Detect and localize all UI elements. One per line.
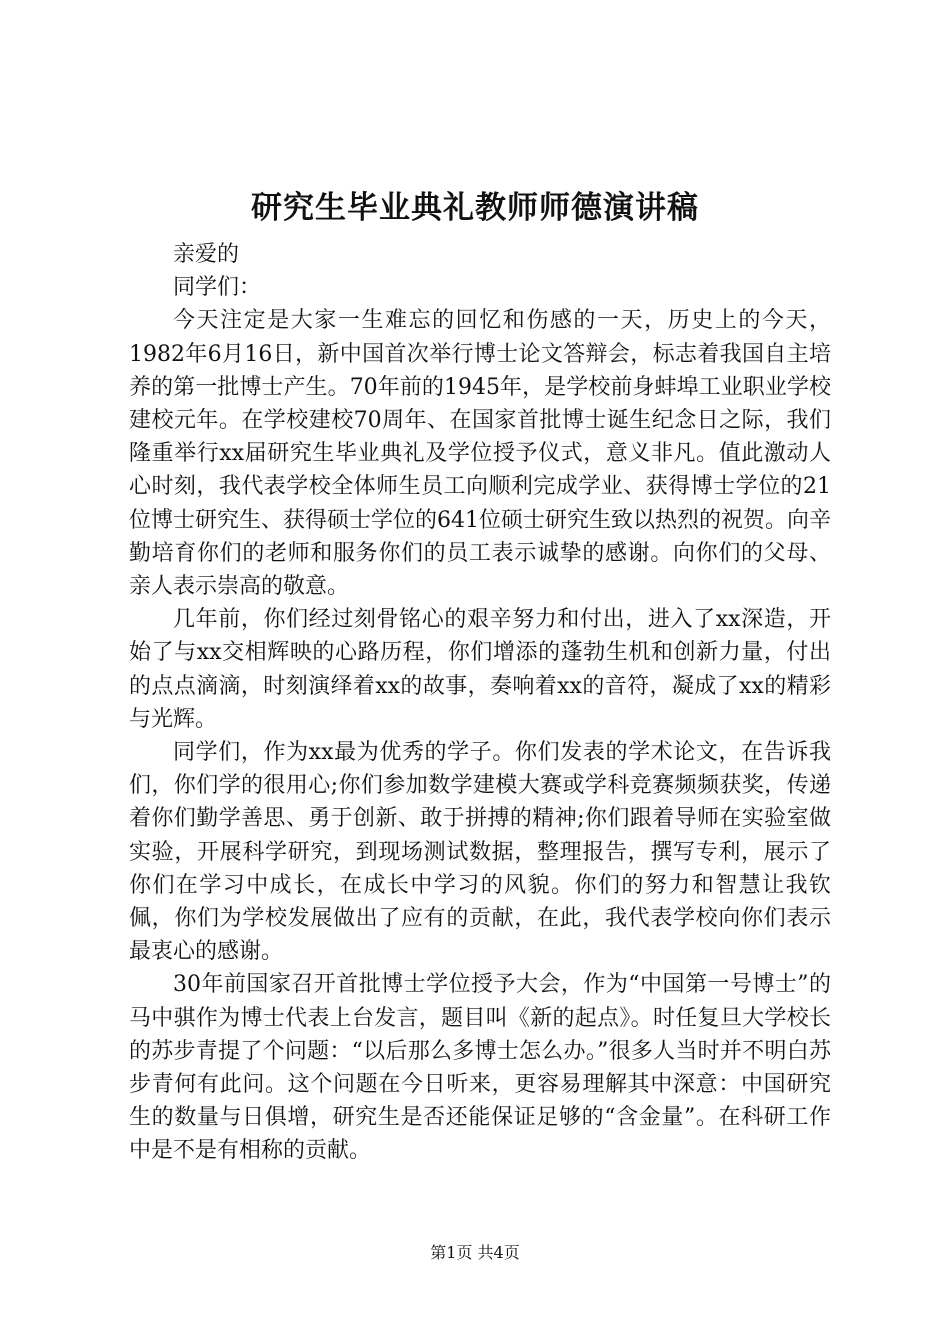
document-body [129,238,831,1168]
salutation-line: 同学们： [173,275,262,301]
body-paragraph: 几年前，你们经过刻骨铭心的艰辛努力和付出，进入了xx深造，开始了与xx交相辉映的心路历程，你们增添的蓬勃生机和创新力量，付出的点点滴滴，时刻演绎着xx的故事，奏响着xx的音符，凝成了xx的精彩与光辉。 [129,607,831,732]
page-footer: 第1页 共4页 [430,1243,520,1262]
body-paragraph: 30年前国家召开首批博士学位授予大会，作为“中国第一号博士”的马中骐作为博士代表上台发言，题目叫《新的起点》。时任复旦大学校长的苏步青提了个问题：“以后那么多博士怎么办。”很多人当时并不明白苏步青何有此问。这个问题在今日听来，更容易理解其中深意：中国研究生的数量与日俱增，研究生是否还能保证足够的“含金量”。在科研工作中是不是有相称的贡献。 [129,972,831,1164]
salutation-line: 亲爱的 [173,242,240,267]
body-paragraph: 同学们，作为xx最为优秀的学子。你们发表的学术论文，在告诉我们，你们学的很用心;你们参加数学建模大赛或学科竞赛频频获奖，传递着你们勤学善思、勇于创新、敢于拼搏的精神;你们跟着导师在实验室做实验，开展科学研究，到现场测试数据，整理报告，撰写专利，展示了你们在学习中成长，在成长中学习的风貌。你们的努力和智慧让我钦佩，你们为学校发展做出了应有的贡献，在此，我代表学校向你们表示最衷心的感谢。 [129,740,831,965]
document-title: 研究生毕业典礼教师师德演讲稿 [251,190,699,226]
body-paragraph: 今天注定是大家一生难忘的回忆和伤感的一天，历史上的今天，1982年6月16日，新中国首次举行博士论文答辩会，标志着我国自主培养的第一批博士产生。70年前的1945年，是学校前身蚌埠工业职业学校建校元年。在学校建校70周年、在国家首批博士诞生纪念日之际，我们隆重举行xx届研究生毕业典礼及学位授予仪式，意义非凡。值此激动人心时刻，我代表学校全体师生员工向顺利完成学业、获得博士学位的21位博士研究生、获得硕士学位的641位硕士研究生致以热烈的祝贺。向辛勤培育你们的老师和服务你们的员工表示诚挚的感谢。向你们的父母、亲人表示崇高的敬意。 [129,308,831,600]
